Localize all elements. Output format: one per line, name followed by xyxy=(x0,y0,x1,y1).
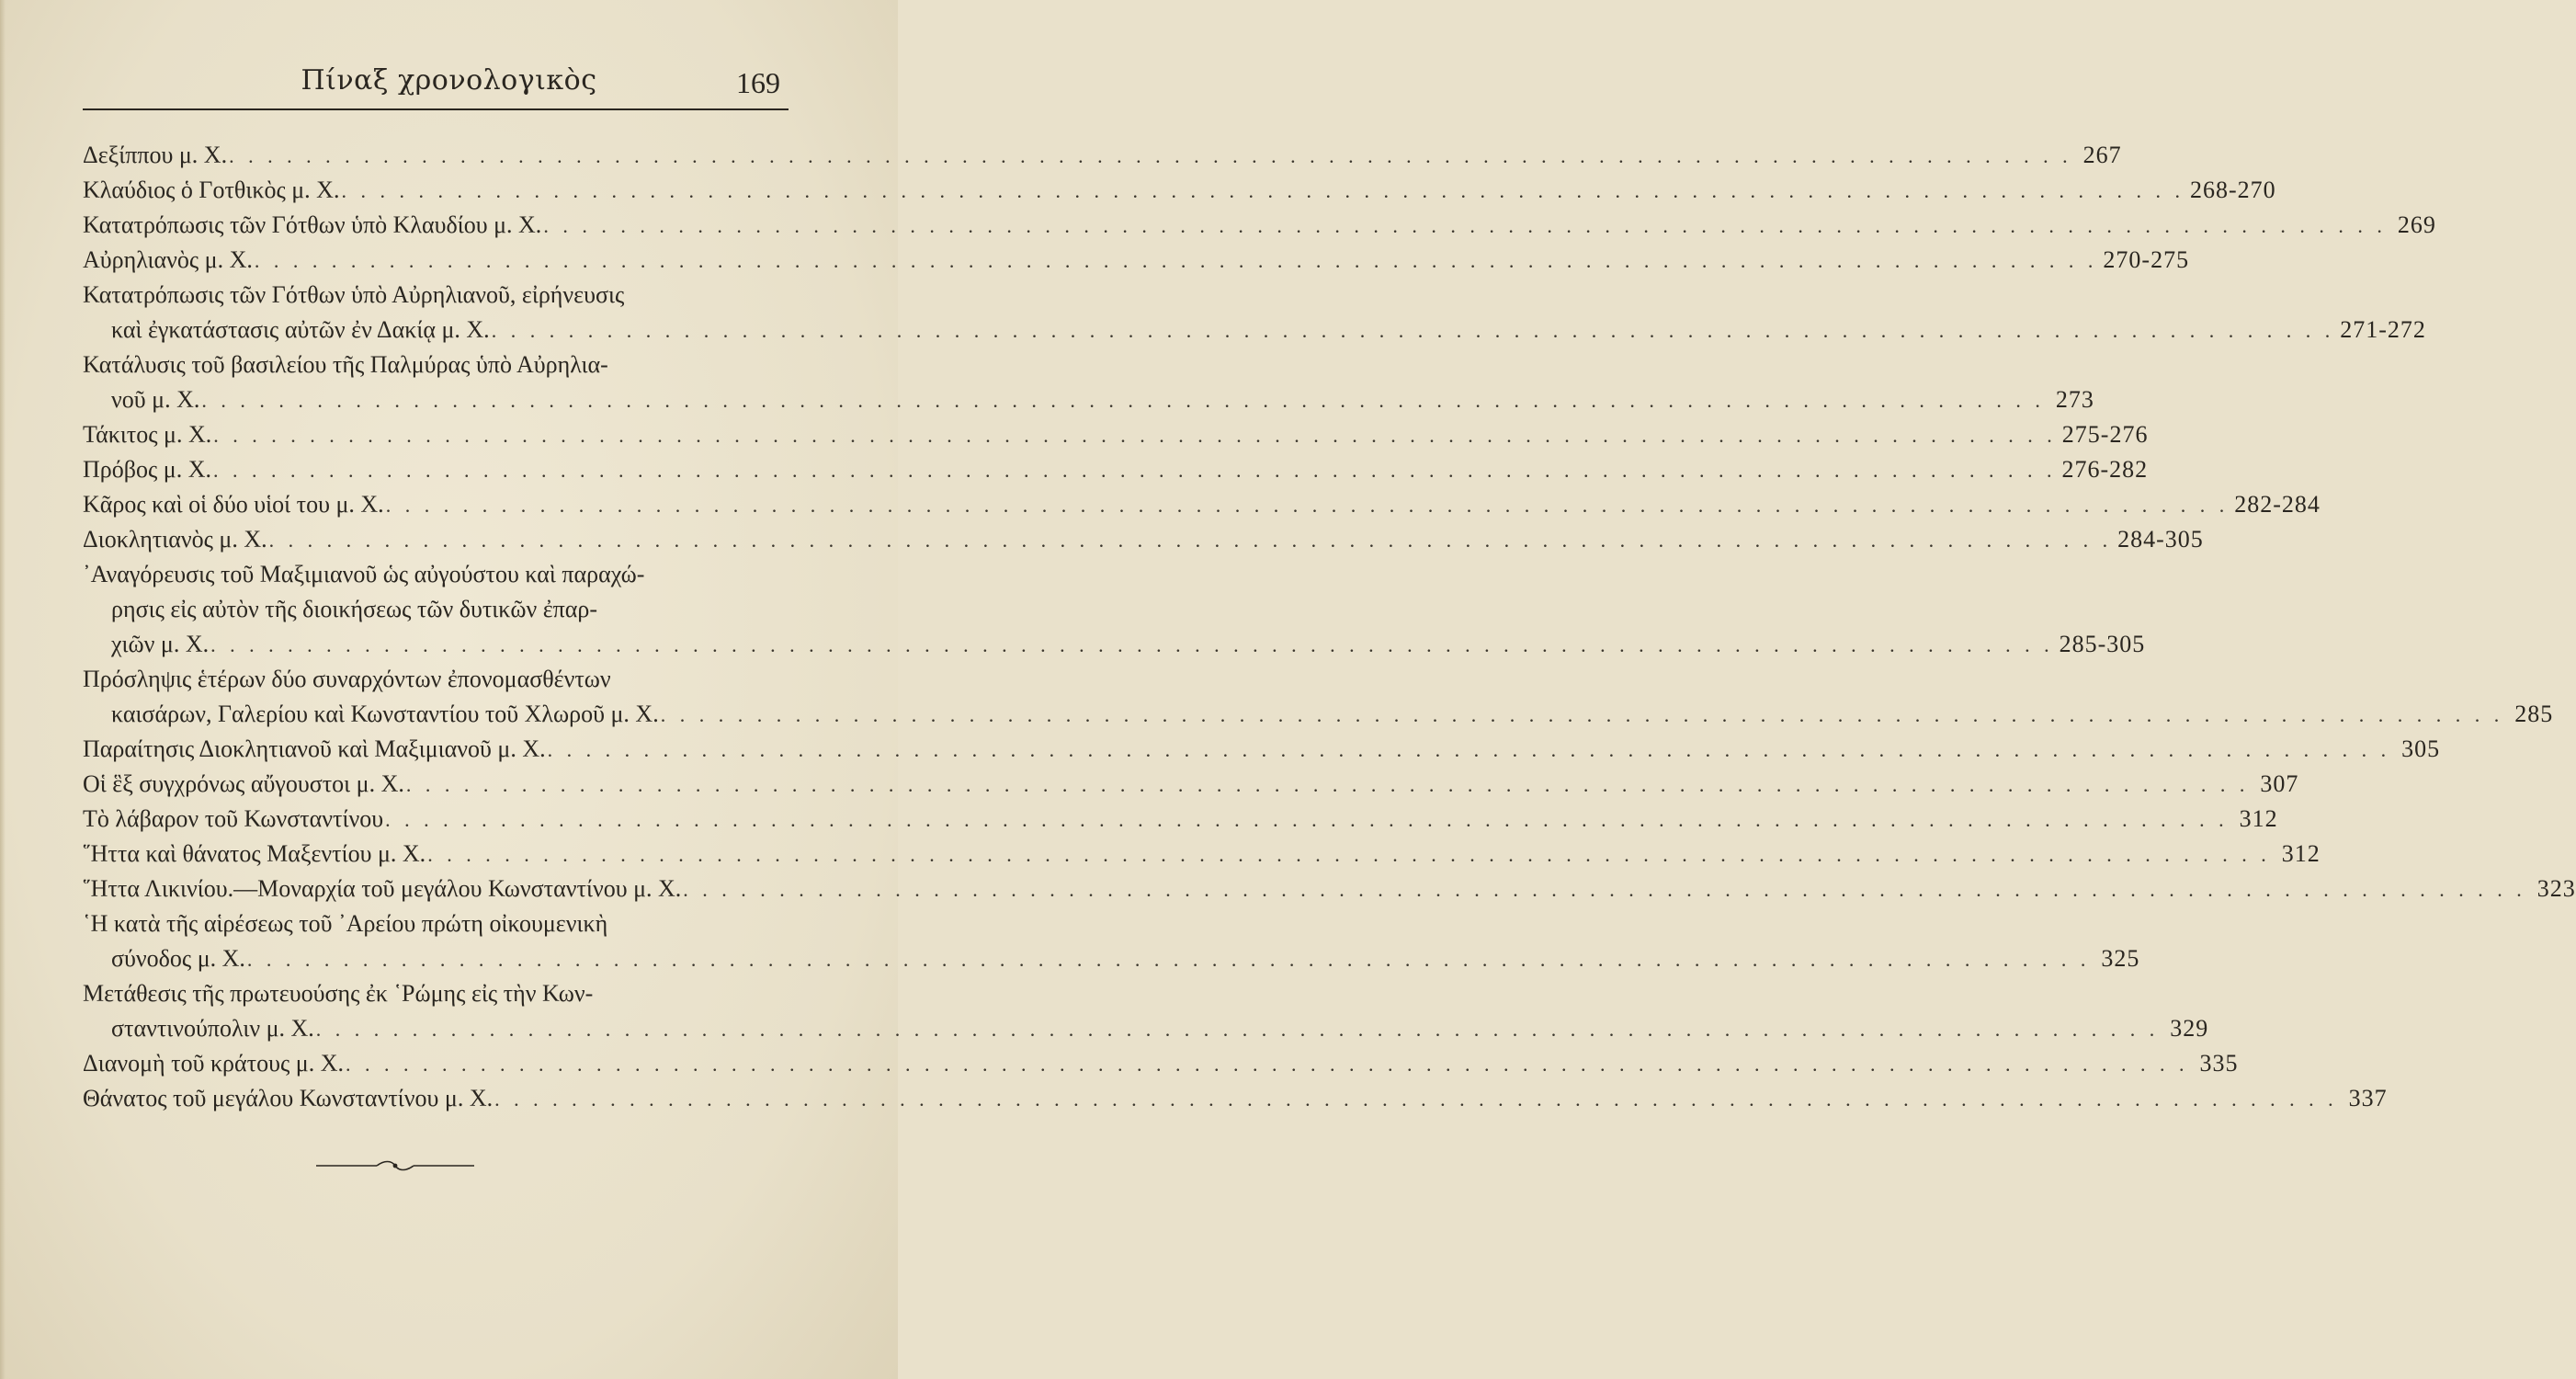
entry-last-line xyxy=(83,1081,2388,1116)
entry-page-number: 285-305 xyxy=(2059,631,2146,657)
entry-last-line xyxy=(83,313,2426,348)
index-entry xyxy=(83,138,2122,173)
dot-leader: . . . . . . . . . . . . . . . . . . . . . . . . . . . . . . . . . . . . . . . . . . . . . . . . . . . . . . . . . . . . . . . . . . . . . . . . . . . . . . . . . . . . . . . . . . . . . . . . xyxy=(660,703,2504,726)
entry-text: Πρόσληψις ἑτέρων δύο συναρχόντων ἐπονομασθέντων xyxy=(83,666,611,692)
entry-text: Κλαύδιος ὁ Γοτθικὸς μ. Χ. xyxy=(83,177,340,203)
entry-text: Διανομὴ τοῦ κράτους μ. Χ. xyxy=(83,1050,344,1077)
entry-last-line xyxy=(83,1046,2239,1081)
index-entry xyxy=(83,1081,2388,1116)
index-entry xyxy=(83,1046,2239,1081)
entry-page-number: 284-305 xyxy=(2117,526,2204,553)
dot-leader: . . . . . . . . . . . . . . . . . . . . . . . . . . . . . . . . . . . . . . . . . . . . . . . . . . . . . . . . . . . . . . . . . . . . . . . . . . . . . . . . . . . . . . . . . . . . . . . . xyxy=(341,179,2184,202)
dot-leader: . . . . . . . . . . . . . . . . . . . . . . . . . . . . . . . . . . . . . . . . . . . . . . . . . . . . . . . . . . . . . . . . . . . . . . . . . . . . . . . . . . . . . . . . . . . . . . . . xyxy=(210,633,2054,656)
dot-leader: . . . . . . . . . . . . . . . . . . . . . . . . . . . . . . . . . . . . . . . . . . . . . . . . . . . . . . . . . . . . . . . . . . . . . . . . . . . . . . . . . . . . . . . . . . . . . . . . xyxy=(201,389,2045,412)
entry-text: καισάρων, Γαλερίου καὶ Κωνσταντίου τοῦ Χλωροῦ μ. Χ. xyxy=(111,701,659,727)
index-entry xyxy=(83,976,2209,1046)
index-entry xyxy=(83,802,2278,837)
index-entry xyxy=(83,522,2204,557)
index-entry xyxy=(83,872,2576,906)
index-entry xyxy=(83,243,2190,278)
entry-last-line xyxy=(83,487,2321,522)
index-entry xyxy=(83,452,2149,487)
dot-leader: . . . . . . . . . . . . . . . . . . . . . . . . . . . . . . . . . . . . . . . . . . . . . . . . . . . . . . . . . . . . . . . . . . . . . . . . . . . . . . . . . . . . . . . . . . . . . . . . xyxy=(213,459,2057,482)
dot-leader: . . . . . . . . . . . . . . . . . . . . . . . . . . . . . . . . . . . . . . . . . . . . . . . . . . . . . . . . . . . . . . . . . . . . . . . . . . . . . . . . . . . . . . . . . . . . . . . . xyxy=(427,843,2271,866)
entry-text: ῞Ηττα καὶ θάνατος Μαξεντίου μ. Χ. xyxy=(83,840,426,867)
entry-text: σύνοδος μ. Χ. xyxy=(111,945,245,972)
entry-page-number: 312 xyxy=(2239,805,2278,832)
entry-last-line xyxy=(83,208,2436,243)
entry-page-number: 267 xyxy=(2082,142,2122,168)
entry-page-number: 335 xyxy=(2199,1050,2239,1077)
entry-page-number: 337 xyxy=(2348,1085,2388,1111)
entry-page-number: 312 xyxy=(2281,840,2321,867)
entry-page-number: 307 xyxy=(2260,770,2299,797)
entry-text: ῾Η κατὰ τῆς αἱρέσεως τοῦ ᾿Αρείου πρώτη οἰκουμενικὴ xyxy=(83,910,608,937)
entry-page-number: 305 xyxy=(2401,735,2441,762)
entry-last-line xyxy=(83,872,2576,906)
entry-page-number: 285 xyxy=(2514,701,2554,727)
index-entry xyxy=(83,417,2149,452)
entry-line xyxy=(83,976,783,1011)
entry-text: Κατατρόπωσις τῶν Γότθων ὑπὸ Αὐρηλιανοῦ, εἰρήνευσις xyxy=(83,281,625,308)
entry-page-number: 275-276 xyxy=(2061,421,2149,448)
header-rule xyxy=(83,108,789,110)
dot-leader: . . . . . . . . . . . . . . . . . . . . . . . . . . . . . . . . . . . . . . . . . . . . . . . . . . . . . . . . . . . . . . . . . . . . . . . . . . . . . . . . . . . . . . . . . . . . . . . . xyxy=(213,424,2057,447)
entry-text: Δεξίππου μ. Χ. xyxy=(83,142,228,168)
dot-leader: . . . . . . . . . . . . . . . . . . . . . . . . . . . . . . . . . . . . . . . . . . . . . . . . . . . . . . . . . . . . . . . . . . . . . . . . . . . . . . . . . . . . . . . . . . . . . . . . xyxy=(494,1088,2338,1111)
dot-leader: . . . . . . . . . . . . . . . . . . . . . . . . . . . . . . . . . . . . . . . . . . . . . . . . . . . . . . . . . . . . . . . . . . . . . . . . . . . . . . . . . . . . . . . . . . . . . . . . xyxy=(543,214,2387,237)
entry-line xyxy=(83,348,783,382)
entry-last-line xyxy=(83,837,2321,872)
index-entry xyxy=(83,906,2140,976)
entry-page-number: 329 xyxy=(2170,1015,2209,1042)
dot-leader: . . . . . . . . . . . . . . . . . . . . . . . . . . . . . . . . . . . . . . . . . . . . . . . . . . . . . . . . . . . . . . . . . . . . . . . . . . . . . . . . . . . . . . . . . . . . . . . . xyxy=(268,529,2113,552)
index-entry xyxy=(83,557,2146,662)
entry-last-line xyxy=(83,452,2149,487)
end-ornament xyxy=(312,1155,478,1177)
entry-page-number: 282-284 xyxy=(2234,491,2321,518)
dot-leader: . . . . . . . . . . . . . . . . . . . . . . . . . . . . . . . . . . . . . . . . . . . . . . . . . . . . . . . . . . . . . . . . . . . . . . . . . . . . . . . . . . . . . . . . . . . . . . . . xyxy=(254,249,2098,272)
dot-leader: . . . . . . . . . . . . . . . . . . . . . . . . . . . . . . . . . . . . . . . . . . . . . . . . . . . . . . . . . . . . . . . . . . . . . . . . . . . . . . . . . . . . . . . . . . . . . . . . xyxy=(405,773,2250,796)
entry-last-line xyxy=(83,941,2140,976)
entry-text: Θάνατος τοῦ μεγάλου Κωνσταντίνου μ. Χ. xyxy=(83,1085,494,1111)
entry-last-line xyxy=(83,627,2146,662)
index-entry xyxy=(83,837,2321,872)
chronological-index xyxy=(83,138,2576,1116)
index-entry xyxy=(83,732,2441,767)
entry-text: Τὸ λάβαρον τοῦ Κωνσταντίνου xyxy=(83,805,384,832)
entry-text: Μετάθεσις τῆς πρωτευούσης ἐκ ῾Ρώμης εἰς τὴν Κων- xyxy=(83,980,594,1007)
entry-text: Πρόβος μ. Χ. xyxy=(83,456,211,483)
entry-page-number: 323 xyxy=(2536,875,2576,902)
page-number: 169 xyxy=(736,66,780,99)
index-entry xyxy=(83,487,2321,522)
page-edge xyxy=(0,0,6,1379)
entry-text: Κᾶρος καὶ οἱ δύο υἱοί του μ. Χ. xyxy=(83,491,384,518)
entry-page-number: 268-270 xyxy=(2189,177,2276,203)
entry-text: Οἱ ἓξ συγχρόνως αὔγουστοι μ. Χ. xyxy=(83,770,404,797)
dot-leader: . . . . . . . . . . . . . . . . . . . . . . . . . . . . . . . . . . . . . . . . . . . . . . . . . . . . . . . . . . . . . . . . . . . . . . . . . . . . . . . . . . . . . . . . . . . . . . . . xyxy=(385,808,2229,831)
entry-last-line xyxy=(83,243,2190,278)
index-entry xyxy=(83,662,2554,732)
index-entry xyxy=(83,173,2276,208)
entry-text: σταντινούπολιν μ. Χ. xyxy=(111,1015,314,1042)
index-entry xyxy=(83,767,2299,802)
entry-last-line xyxy=(83,802,2278,837)
entry-line xyxy=(83,662,783,697)
entry-text: Διοκλητιανὸς μ. Χ. xyxy=(83,526,267,553)
entry-line xyxy=(83,557,783,592)
entry-line xyxy=(83,278,783,313)
dot-leader: . . . . . . . . . . . . . . . . . . . . . . . . . . . . . . . . . . . . . . . . . . . . . . . . . . . . . . . . . . . . . . . . . . . . . . . . . . . . . . . . . . . . . . . . . . . . . . . . xyxy=(547,738,2391,761)
index-entry xyxy=(83,208,2436,243)
entry-last-line xyxy=(83,522,2204,557)
entry-page-number: 270-275 xyxy=(2103,246,2190,273)
entry-text: Κατατρόπωσις τῶν Γότθων ὑπὸ Κλαυδίου μ. Χ. xyxy=(83,211,542,238)
dot-leader: . . . . . . . . . . . . . . . . . . . . . . . . . . . . . . . . . . . . . . . . . . . . . . . . . . . . . . . . . . . . . . . . . . . . . . . . . . . . . . . . . . . . . . . . . . . . . . . . xyxy=(491,319,2335,342)
entry-last-line xyxy=(83,382,2094,417)
entry-text: Αὐρηλιανὸς μ. Χ. xyxy=(83,246,253,273)
entry-text: ρησις εἰς αὐτὸν τῆς διοικήσεως τῶν δυτικῶν ἐπαρ- xyxy=(111,596,598,622)
dot-leader: . . . . . . . . . . . . . . . . . . . . . . . . . . . . . . . . . . . . . . . . . . . . . . . . . . . . . . . . . . . . . . . . . . . . . . . . . . . . . . . . . . . . . . . . . . . . . . . . xyxy=(246,948,2091,971)
entry-text: ῞Ηττα Λικινίου.—Μοναρχία τοῦ μεγάλου Κωνσταντίνου μ. Χ. xyxy=(83,875,682,902)
entry-last-line xyxy=(83,417,2149,452)
entry-last-line xyxy=(83,732,2441,767)
entry-text: νοῦ μ. Χ. xyxy=(111,386,200,413)
index-entry xyxy=(83,348,2094,417)
entry-last-line xyxy=(83,173,2276,208)
entry-line xyxy=(83,592,783,627)
dot-leader: . . . . . . . . . . . . . . . . . . . . . . . . . . . . . . . . . . . . . . . . . . . . . . . . . . . . . . . . . . . . . . . . . . . . . . . . . . . . . . . . . . . . . . . . . . . . . . . . xyxy=(229,144,2072,167)
entry-page-number: 271-272 xyxy=(2340,316,2426,343)
entry-text: καὶ ἐγκατάστασις αὐτῶν ἐν Δακίᾳ μ. Χ. xyxy=(111,316,490,343)
index-entry xyxy=(83,278,2426,348)
dot-leader: . . . . . . . . . . . . . . . . . . . . . . . . . . . . . . . . . . . . . . . . . . . . . . . . . . . . . . . . . . . . . . . . . . . . . . . . . . . . . . . . . . . . . . . . . . . . . . . . xyxy=(683,878,2526,901)
entry-line xyxy=(83,906,783,941)
entry-text: Παραίτησις Διοκλητιανοῦ καὶ Μαξιμιανοῦ μ. Χ. xyxy=(83,735,546,762)
entry-last-line xyxy=(83,767,2299,802)
dot-leader: . . . . . . . . . . . . . . . . . . . . . . . . . . . . . . . . . . . . . . . . . . . . . . . . . . . . . . . . . . . . . . . . . . . . . . . . . . . . . . . . . . . . . . . . . . . . . . . . xyxy=(345,1053,2189,1076)
entry-text: χιῶν μ. Χ. xyxy=(111,631,210,657)
dot-leader: . . . . . . . . . . . . . . . . . . . . . . . . . . . . . . . . . . . . . . . . . . . . . . . . . . . . . . . . . . . . . . . . . . . . . . . . . . . . . . . . . . . . . . . . . . . . . . . . xyxy=(315,1018,2160,1041)
entry-last-line xyxy=(83,138,2122,173)
entry-page-number: 325 xyxy=(2101,945,2140,972)
entry-last-line xyxy=(83,1011,2209,1046)
entry-page-number: 269 xyxy=(2397,211,2436,238)
running-header-title: Πίναξ χρονολογικὸς xyxy=(301,64,597,97)
entry-text: ᾿Αναγόρευσις τοῦ Μαξιμιανοῦ ὡς αὐγούστου καὶ παραχώ- xyxy=(83,561,645,587)
entry-text: Τάκιτος μ. Χ. xyxy=(83,421,212,448)
entry-page-number: 276-282 xyxy=(2061,456,2149,483)
entry-last-line xyxy=(83,697,2554,732)
entry-page-number: 273 xyxy=(2055,386,2094,413)
entry-text: Κατάλυσις τοῦ βασιλείου τῆς Παλμύρας ὑπὸ Αὐρηλια- xyxy=(83,351,608,378)
dot-leader: . . . . . . . . . . . . . . . . . . . . . . . . . . . . . . . . . . . . . . . . . . . . . . . . . . . . . . . . . . . . . . . . . . . . . . . . . . . . . . . . . . . . . . . . . . . . . . . . xyxy=(385,494,2230,517)
